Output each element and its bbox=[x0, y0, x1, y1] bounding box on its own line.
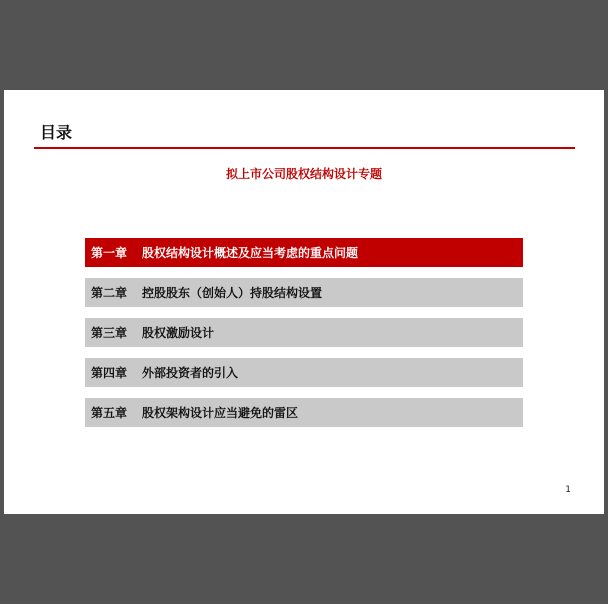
chapter-title: 股权结构设计概述及应当考虑的重点问题 bbox=[142, 246, 359, 260]
toc-item-chapter-5[interactable] bbox=[85, 398, 523, 427]
toc-item-chapter-2[interactable] bbox=[85, 278, 523, 307]
chapter-number: 第二章 bbox=[91, 286, 128, 300]
slide-subtitle: 拟上市公司股权结构设计专题 bbox=[225, 167, 382, 181]
slide-page bbox=[4, 90, 604, 514]
table-of-contents bbox=[85, 238, 523, 438]
chapter-title: 股权激励设计 bbox=[142, 326, 215, 340]
page-number: 1 bbox=[565, 485, 571, 495]
toc-item-chapter-3[interactable] bbox=[85, 318, 523, 347]
chapter-title: 股权架构设计应当避免的雷区 bbox=[142, 406, 299, 420]
chapter-number: 第一章 bbox=[91, 246, 128, 260]
chapter-number: 第五章 bbox=[91, 406, 128, 420]
chapter-title: 控股股东（创始人）持股结构设置 bbox=[142, 286, 323, 300]
toc-item-chapter-1[interactable] bbox=[85, 238, 523, 267]
chapter-number: 第四章 bbox=[91, 366, 128, 380]
title-divider bbox=[34, 147, 575, 149]
page-title: 目录 bbox=[40, 123, 73, 142]
toc-item-chapter-4[interactable] bbox=[85, 358, 523, 387]
chapter-title: 外部投资者的引入 bbox=[142, 366, 239, 380]
chapter-number: 第三章 bbox=[91, 326, 128, 340]
